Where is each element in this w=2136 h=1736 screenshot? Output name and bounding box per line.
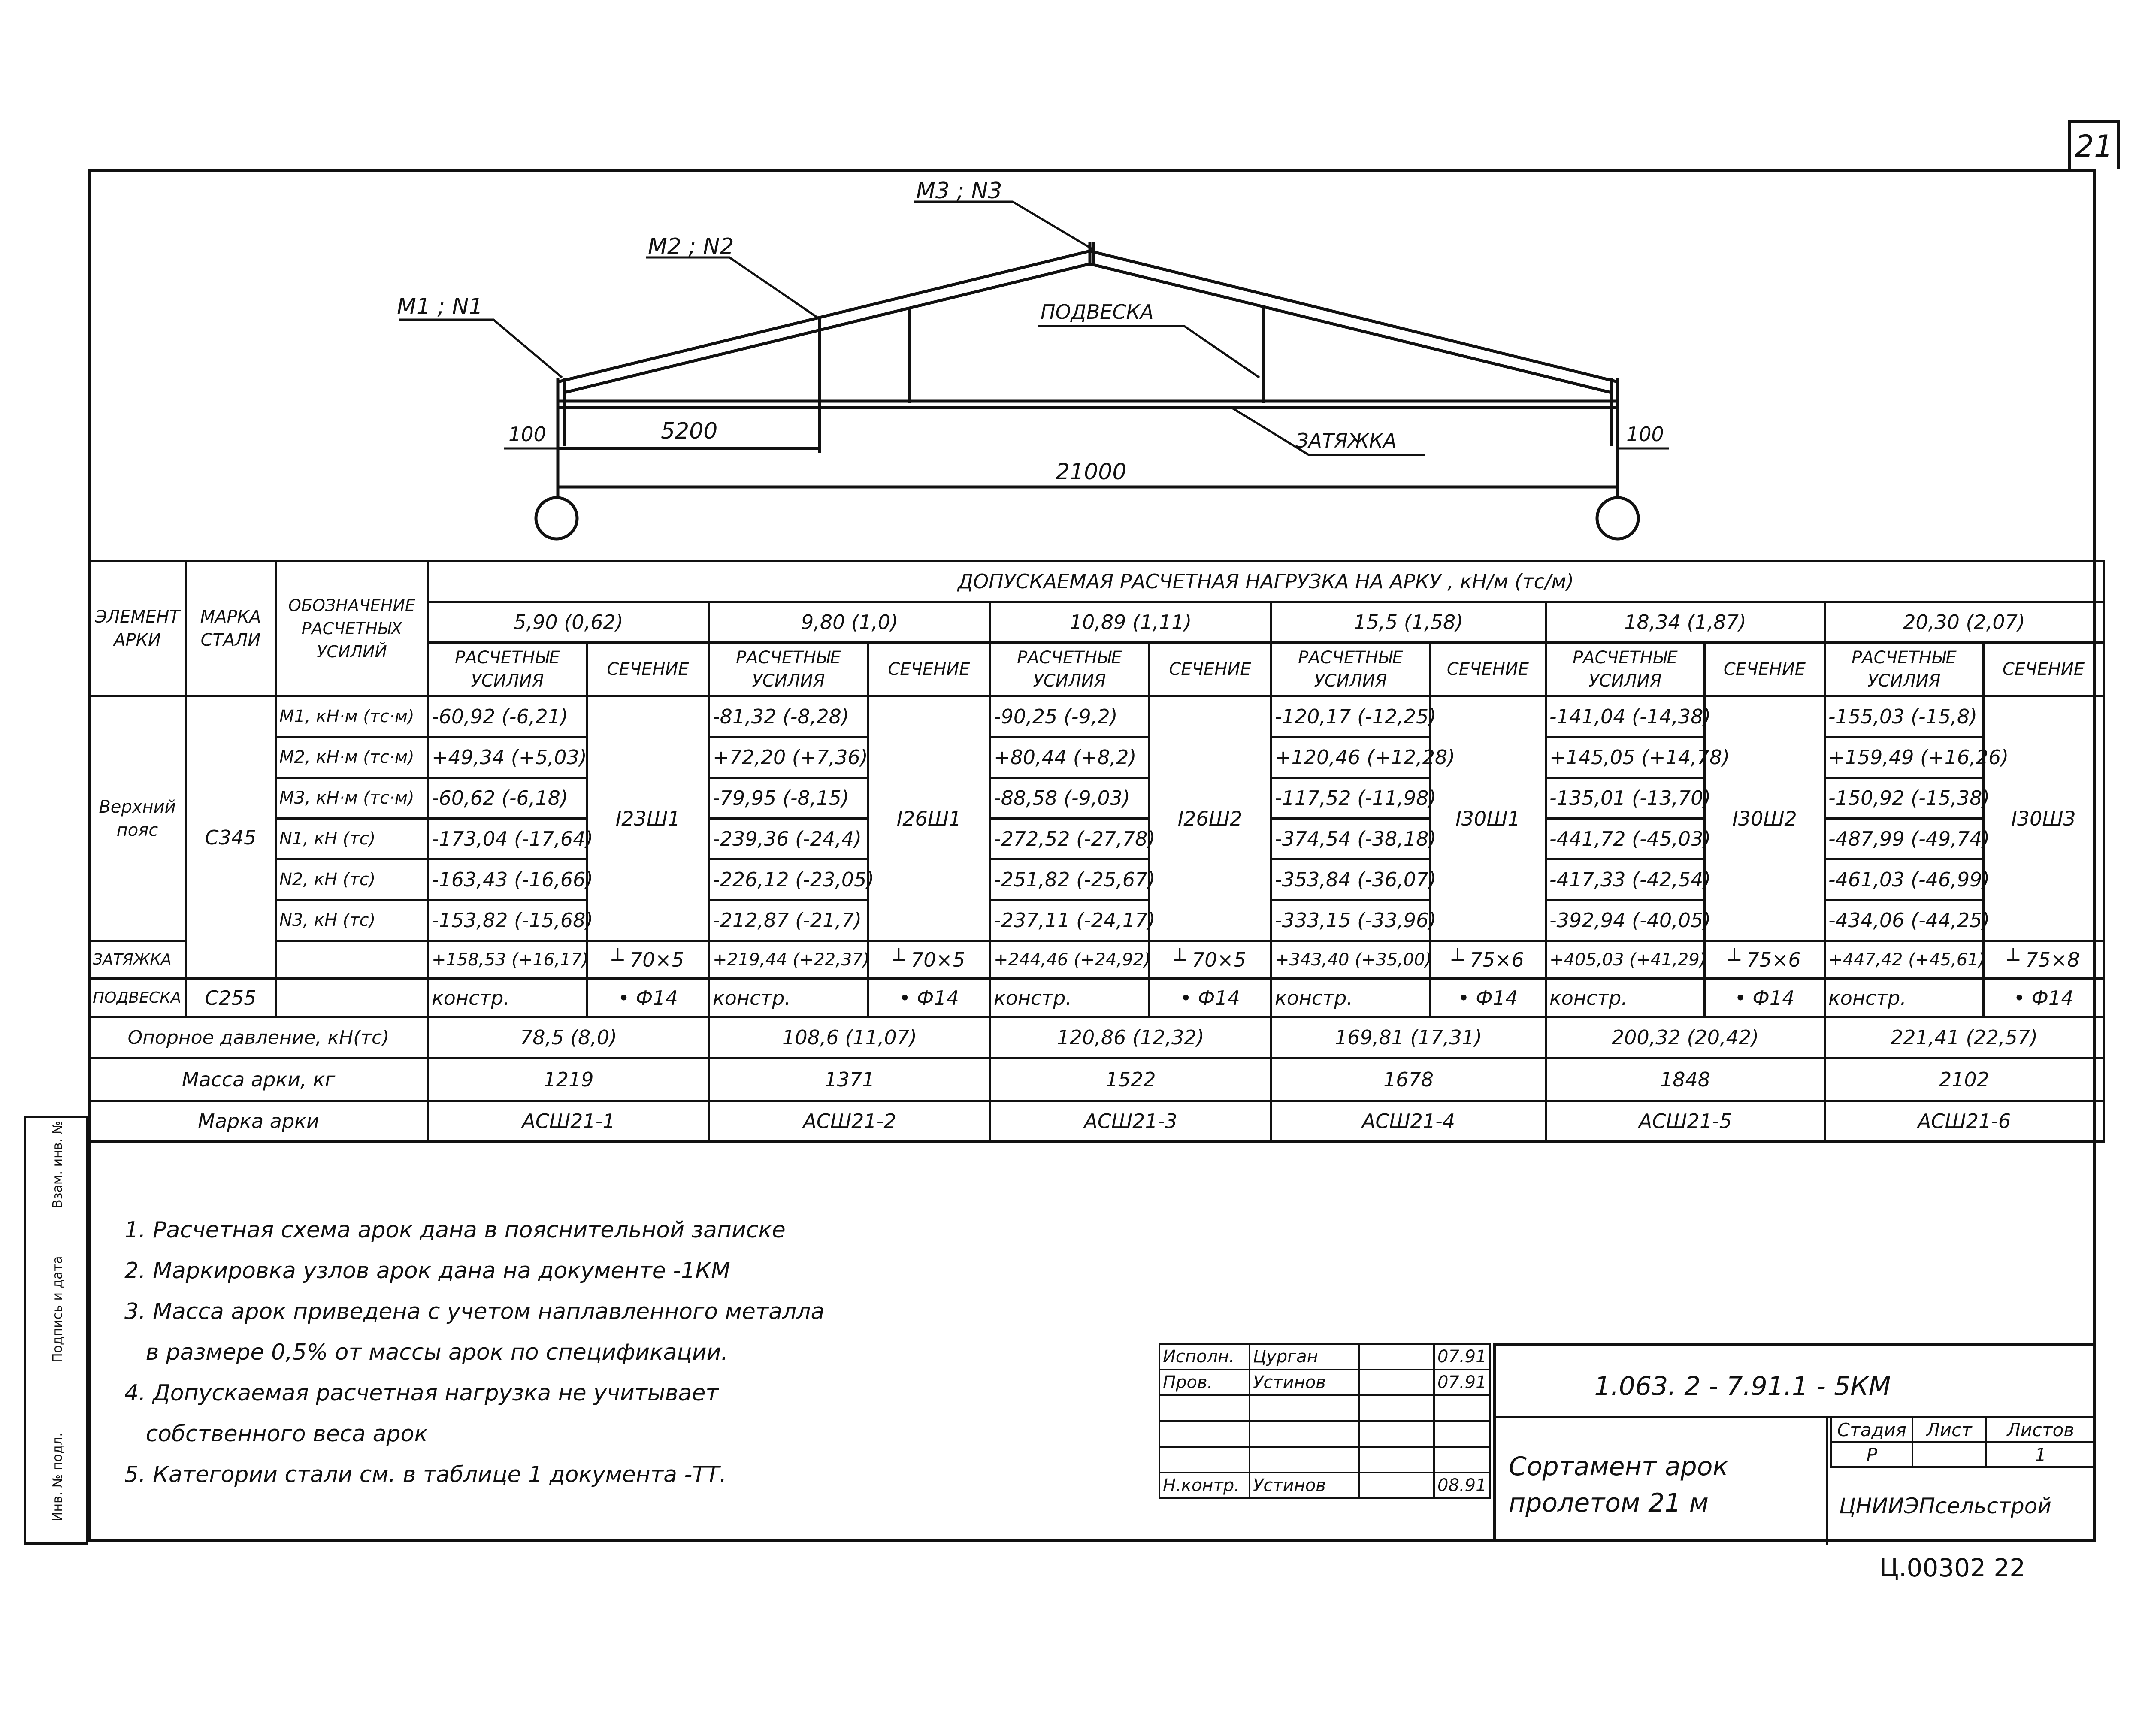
hanger-value: констр. (1825, 979, 1984, 1017)
note-4-cont: собственного веса арок (124, 1421, 428, 1447)
note-2: 2. Маркировка узлов арок дана на документе -1КМ (124, 1258, 730, 1284)
stamp-date: 08.91 (1434, 1473, 1490, 1498)
value-cell: -272,52 (-27,78) (990, 819, 1149, 859)
label-m1n1: M1 ; N1 (397, 294, 483, 320)
document-title (1509, 1449, 1809, 1521)
mass-value: 1522 (990, 1058, 1271, 1101)
document-code: 1.063. 2 - 7.91.1 - 5КМ (1594, 1371, 1891, 1401)
value-cell: -487,99 (-49,74) (1825, 819, 1984, 859)
mark-value: АСШ21-2 (709, 1101, 990, 1142)
value-cell: -333,15 (-33,96) (1271, 900, 1430, 941)
mass-value: 1848 (1546, 1058, 1825, 1101)
value-cell: -141,04 (-14,38) (1546, 696, 1705, 737)
mark-value: АСШ21-4 (1271, 1101, 1546, 1142)
hanger-value: констр. (428, 979, 587, 1017)
margin-sign-date: Подпись и дата (50, 1256, 65, 1363)
tie-section: ┴ 75×6 (1430, 941, 1546, 979)
mark-value: АСШ21-3 (990, 1101, 1271, 1142)
label-hanger: ПОДВЕСКА (1041, 300, 1154, 324)
value-cell: -251,82 (-25,67) (990, 859, 1149, 900)
mark-value: АСШ21-1 (428, 1101, 709, 1142)
value-cell: -392,94 (-40,05) (1546, 900, 1705, 941)
support-value: 221,41 (22,57) (1825, 1017, 2104, 1058)
load-table (88, 560, 2105, 1143)
label-m2n2: M2 ; N2 (648, 234, 734, 260)
stamp-name (1250, 1395, 1359, 1421)
mass-value: 1219 (428, 1058, 709, 1101)
value-cell: -212,87 (-21,7) (709, 900, 868, 941)
hanger-section: • Ф14 (1705, 979, 1825, 1017)
stamp-date: 07.91 (1434, 1344, 1490, 1370)
stamp-date (1434, 1447, 1490, 1473)
stamp-name: Устинов (1250, 1473, 1359, 1498)
top-chord-right (1090, 251, 1618, 382)
sheets-value: 1 (1986, 1442, 2095, 1467)
value-cell: +159,49 (+16,26) (1825, 737, 1984, 778)
designation-n3: N3, кН (тс) (276, 900, 428, 941)
value-cell: -226,12 (-23,05) (709, 859, 868, 900)
tie-section: ┴ 70×5 (868, 941, 990, 979)
value-cell: -79,95 (-8,15) (709, 778, 868, 819)
sub-forces: РАСЧЕТНЫЕ УСИЛИЯ (428, 643, 587, 696)
value-cell: -163,43 (-16,66) (428, 859, 587, 900)
value-cell: -81,32 (-8,28) (709, 696, 868, 737)
sub-forces: РАСЧЕТНЫЕ УСИЛИЯ (1271, 643, 1430, 696)
support-label: Опорное давление, кН(тс) (89, 1017, 428, 1058)
stamp-role: Пров. (1159, 1370, 1250, 1395)
value-cell: -150,92 (-15,38) (1825, 778, 1984, 819)
designation-m3: M3, кН·м (тс·м) (276, 778, 428, 819)
value-cell: +72,20 (+7,36) (709, 737, 868, 778)
stage-header: Стадия (1831, 1417, 1912, 1442)
hanger-value: констр. (1271, 979, 1430, 1017)
mass-value: 1371 (709, 1058, 990, 1101)
sub-forces: РАСЧЕТНЫЕ УСИЛИЯ (709, 643, 868, 696)
sub-section: СЕЧЕНИЕ (587, 643, 709, 696)
designation-m1: M1, кН·м (тс·м) (276, 696, 428, 737)
stamp-name: Цурган (1250, 1344, 1359, 1370)
top-chord-left (558, 251, 1090, 382)
value-cell: +49,34 (+5,03) (428, 737, 587, 778)
support-left (536, 498, 577, 539)
value-cell: +120,46 (+12,28) (1271, 737, 1430, 778)
tie-value: +447,42 (+45,61) (1825, 941, 1984, 979)
sheet-value (1912, 1442, 1986, 1467)
stamp-role: Н.контр. (1159, 1473, 1250, 1498)
section-cell: I30Ш1 (1430, 696, 1546, 941)
stamp-date (1434, 1421, 1490, 1447)
value-cell: -135,01 (-13,70) (1546, 778, 1705, 819)
value-cell: -173,04 (-17,64) (428, 819, 587, 859)
stamp-role: Исполн. (1159, 1344, 1250, 1370)
mass-value: 2102 (1825, 1058, 2104, 1101)
sub-forces: РАСЧЕТНЫЕ УСИЛИЯ (1546, 643, 1705, 696)
margin-vzam-inv: Взам. инв. № (50, 1121, 65, 1208)
note-5: 5. Категории стали см. в таблице 1 документа -ТТ. (124, 1462, 727, 1488)
stamp-signature (1359, 1421, 1434, 1447)
tie-value: +219,44 (+22,37) (709, 941, 868, 979)
stage-value: Р (1831, 1442, 1912, 1467)
value-cell: -117,52 (-11,98) (1271, 778, 1430, 819)
sub-section: СЕЧЕНИЕ (868, 643, 990, 696)
stamp-signature (1359, 1447, 1434, 1473)
tie-section: ┴ 75×8 (1984, 941, 2104, 979)
value-cell: -60,62 (-6,18) (428, 778, 587, 819)
notes (124, 1210, 824, 1495)
mark-value: АСШ21-5 (1546, 1101, 1825, 1142)
dim-5200: 5200 (661, 418, 718, 444)
value-cell: -353,84 (-36,07) (1271, 859, 1430, 900)
value-cell: -434,06 (-44,25) (1825, 900, 1984, 941)
value-cell: -417,33 (-42,54) (1546, 859, 1705, 900)
hanger-section: • Ф14 (1984, 979, 2104, 1017)
sub-forces: РАСЧЕТНЫЕ УСИЛИЯ (1825, 643, 1984, 696)
designation-empty (276, 941, 428, 979)
stamp-role (1159, 1395, 1250, 1421)
support-right (1597, 498, 1638, 539)
note-3-cont: в размере 0,5% от массы арок по спецификации. (124, 1340, 728, 1365)
element-hanger: ПОДВЕСКА (89, 979, 186, 1017)
tie-section: ┴ 70×5 (587, 941, 709, 979)
margin-strip (24, 1116, 88, 1545)
margin-inv-podl: Инв. № подл. (50, 1433, 65, 1521)
header-designation: ОБОЗНАЧЕНИЕ РАСЧЕТНЫХ УСИЛИЙ (276, 561, 428, 696)
organization: ЦНИИЭПсельстрой (1839, 1494, 2051, 1518)
header-steel: МАРКА СТАЛИ (186, 561, 276, 696)
hanger-value: констр. (709, 979, 868, 1017)
stamp-role (1159, 1447, 1250, 1473)
load-6: 20,30 (2,07) (1825, 602, 2104, 643)
value-cell: -461,03 (-46,99) (1825, 859, 1984, 900)
sub-forces: РАСЧЕТНЫЕ УСИЛИЯ (990, 643, 1149, 696)
support-value: 169,81 (17,31) (1271, 1017, 1546, 1058)
element-tie: ЗАТЯЖКА (89, 941, 186, 979)
hanger-section: • Ф14 (587, 979, 709, 1017)
sub-section: СЕЧЕНИЕ (1430, 643, 1546, 696)
tie-section: ┴ 70×5 (1149, 941, 1271, 979)
note-3: 3. Масса арок приведена с учетом наплавленного металла (124, 1299, 825, 1325)
element-top-chord: Верхний пояс (89, 696, 186, 941)
stamp-name (1250, 1447, 1359, 1473)
signature-table (1159, 1343, 1491, 1499)
value-cell: +80,44 (+8,2) (990, 737, 1149, 778)
stamp-name (1250, 1421, 1359, 1447)
tie-value: +343,40 (+35,00) (1271, 941, 1430, 979)
value-cell: -237,11 (-24,17) (990, 900, 1149, 941)
stamp-role (1159, 1421, 1250, 1447)
title-line-1: Сортамент арок (1509, 1452, 1728, 1482)
support-value: 120,86 (12,32) (990, 1017, 1271, 1058)
section-cell: I23Ш1 (587, 696, 709, 941)
stamp-name: Устинов (1250, 1370, 1359, 1395)
support-value: 200,32 (20,42) (1546, 1017, 1825, 1058)
sub-section: СЕЧЕНИЕ (1705, 643, 1825, 696)
title-line-2: пролетом 21 м (1509, 1488, 1709, 1518)
stamp-signature (1359, 1370, 1434, 1395)
load-4: 15,5 (1,58) (1271, 602, 1546, 643)
stamp-signature (1359, 1395, 1434, 1421)
value-cell: +145,05 (+14,78) (1546, 737, 1705, 778)
label-m3n3: M3 ; N3 (916, 178, 1002, 204)
designation-n1: N1, кН (тс) (276, 819, 428, 859)
note-4: 4. Допускаемая расчетная нагрузка не учитывает (124, 1380, 719, 1406)
section-cell: I30Ш2 (1705, 696, 1825, 941)
top-chord-left-inner (564, 264, 1090, 393)
hanger-value: констр. (1546, 979, 1705, 1017)
stamp-date (1434, 1395, 1490, 1421)
mark-label: Марка арки (89, 1101, 428, 1142)
support-value: 78,5 (8,0) (428, 1017, 709, 1058)
title-block (1493, 1343, 2096, 1542)
stamp-signature (1359, 1473, 1434, 1498)
value-cell: -153,82 (-15,68) (428, 900, 587, 941)
load-5: 18,34 (1,87) (1546, 602, 1825, 643)
stamp-signature (1359, 1344, 1434, 1370)
value-cell: -90,25 (-9,2) (990, 696, 1149, 737)
value-cell: -441,72 (-45,03) (1546, 819, 1705, 859)
section-cell: I26Ш1 (868, 696, 990, 941)
value-cell: -88,58 (-9,03) (990, 778, 1149, 819)
steel-top-chord: С345 (186, 696, 276, 979)
sub-section: СЕЧЕНИЕ (1149, 643, 1271, 696)
sub-section: СЕЧЕНИЕ (1984, 643, 2104, 696)
hanger-value: констр. (990, 979, 1149, 1017)
header-element: ЭЛЕМЕНТ АРКИ (89, 561, 186, 696)
designation-empty (276, 979, 428, 1017)
load-2: 9,80 (1,0) (709, 602, 990, 643)
hanger-section: • Ф14 (1149, 979, 1271, 1017)
steel-hanger: С255 (186, 979, 276, 1017)
stamp-date: 07.91 (1434, 1370, 1490, 1395)
top-chord-right-inner (1090, 264, 1611, 393)
designation-n2: N2, кН (тс) (276, 859, 428, 900)
mass-value: 1678 (1271, 1058, 1546, 1101)
value-cell: -239,36 (-24,4) (709, 819, 868, 859)
section-cell: I30Ш3 (1984, 696, 2104, 941)
load-3: 10,89 (1,11) (990, 602, 1271, 643)
archive-stamp: Ц.00302 22 (1879, 1553, 2026, 1582)
value-cell: -155,03 (-15,8) (1825, 696, 1984, 737)
support-value: 108,6 (11,07) (709, 1017, 990, 1058)
section-cell: I26Ш2 (1149, 696, 1271, 941)
dim-100-right: 100 (1626, 423, 1664, 446)
value-cell: -120,17 (-12,25) (1271, 696, 1430, 737)
mass-label: Масса арки, кг (89, 1058, 428, 1101)
mark-value: АСШ21-6 (1825, 1101, 2104, 1142)
tie-value: +405,03 (+41,29) (1546, 941, 1705, 979)
tie-section: ┴ 75×6 (1705, 941, 1825, 979)
sheet-header: Лист (1912, 1417, 1986, 1442)
dim-100-left: 100 (508, 423, 546, 446)
note-1: 1. Расчетная схема арок дана в пояснительной записке (124, 1217, 786, 1243)
value-cell: -374,54 (-38,18) (1271, 819, 1430, 859)
hanger-section: • Ф14 (868, 979, 990, 1017)
tie-value: +158,53 (+16,17) (428, 941, 587, 979)
hanger-section: • Ф14 (1430, 979, 1546, 1017)
dim-21000: 21000 (1056, 459, 1127, 485)
sheet-number: 21 (2068, 120, 2120, 169)
sheets-header: Листов (1986, 1417, 2095, 1442)
designation-m2: M2, кН·м (тс·м) (276, 737, 428, 778)
tie-value: +244,46 (+24,92) (990, 941, 1149, 979)
stage-table (1830, 1416, 2096, 1468)
value-cell: -60,92 (-6,21) (428, 696, 587, 737)
load-1: 5,90 (0,62) (428, 602, 709, 643)
label-tie: ЗАТЯЖКА (1296, 429, 1397, 452)
header-load: ДОПУСКАЕМАЯ РАСЧЕТНАЯ НАГРУЗКА НА АРКУ , кН/м (тс/м) (428, 561, 2104, 602)
